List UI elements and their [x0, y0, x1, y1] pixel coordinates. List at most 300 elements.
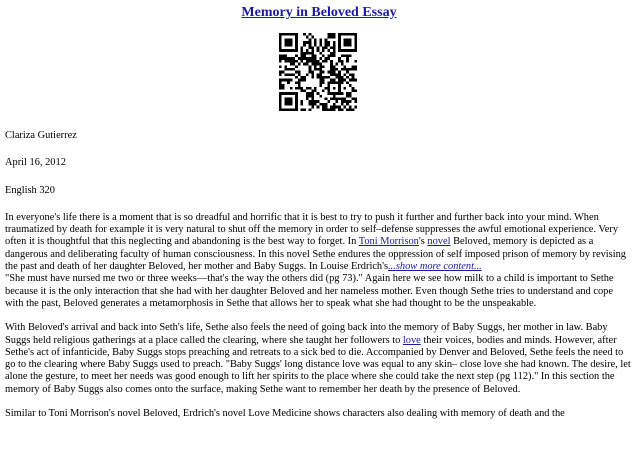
qr-module	[311, 92, 314, 95]
qr-module	[290, 38, 293, 41]
qr-module	[354, 68, 357, 71]
qr-module	[295, 108, 298, 111]
qr-module	[333, 106, 336, 109]
qr-module	[341, 63, 344, 66]
qr-module	[338, 79, 341, 82]
qr-module	[349, 49, 352, 52]
qr-module	[301, 89, 304, 92]
qr-module	[279, 60, 282, 63]
qr-module	[314, 89, 317, 92]
qr-module	[303, 52, 306, 55]
qr-module	[325, 103, 328, 106]
qr-module	[301, 52, 304, 55]
qr-module	[287, 79, 290, 82]
qr-module	[290, 87, 293, 90]
qr-module	[290, 73, 293, 76]
qr-module	[325, 106, 328, 109]
qr-module	[309, 108, 312, 111]
qr-module	[344, 49, 347, 52]
qr-module	[325, 38, 328, 41]
qr-module	[292, 33, 295, 36]
qr-module	[346, 68, 349, 71]
qr-module	[290, 68, 293, 71]
qr-module	[330, 92, 333, 95]
qr-module	[298, 87, 301, 90]
qr-module	[279, 87, 282, 90]
qr-module	[354, 79, 357, 82]
qr-module	[333, 65, 336, 68]
qr-module	[295, 65, 298, 68]
qr-module	[338, 71, 341, 74]
qr-module	[327, 84, 330, 87]
qr-module	[309, 87, 312, 90]
qr-module	[352, 65, 355, 68]
qr-module	[327, 76, 330, 79]
paragraph-2	[5, 322, 633, 396]
qr-module	[295, 60, 298, 63]
qr-module	[290, 100, 293, 103]
qr-module	[354, 100, 357, 103]
qr-module	[346, 95, 349, 98]
qr-module	[346, 55, 349, 58]
qr-module	[314, 55, 317, 58]
qr-module	[298, 73, 301, 76]
qr-module	[317, 60, 320, 63]
qr-module	[333, 92, 336, 95]
qr-module	[349, 108, 352, 111]
qr-module	[338, 60, 341, 63]
qr-module	[338, 41, 341, 44]
qr-module	[314, 38, 317, 41]
qr-module	[344, 55, 347, 58]
qr-module	[311, 36, 314, 39]
qr-module	[354, 60, 357, 63]
qr-module	[327, 49, 330, 52]
qr-module	[322, 46, 325, 49]
qr-module	[349, 38, 352, 41]
qr-module	[306, 52, 309, 55]
qr-module	[290, 41, 293, 44]
qr-module	[317, 106, 320, 109]
qr-module	[344, 98, 347, 101]
qr-module	[287, 38, 290, 41]
qr-module	[311, 46, 314, 49]
qr-module	[341, 108, 344, 111]
qr-module	[306, 73, 309, 76]
qr-module	[322, 71, 325, 74]
qr-module	[335, 92, 338, 95]
qr-module	[311, 57, 314, 60]
qr-module	[354, 36, 357, 39]
qr-module	[344, 79, 347, 82]
qr-module	[309, 103, 312, 106]
qr-module	[309, 33, 312, 36]
qr-module	[303, 41, 306, 44]
qr-module	[287, 103, 290, 106]
qr-module	[314, 65, 317, 68]
qr-module	[290, 79, 293, 82]
qr-module	[287, 100, 290, 103]
qr-module	[279, 36, 282, 39]
qr-module	[330, 65, 333, 68]
qr-module	[287, 92, 290, 95]
qr-module	[279, 44, 282, 47]
qr-module	[338, 57, 341, 60]
qr-module	[295, 100, 298, 103]
qr-module	[338, 81, 341, 84]
qr-module	[338, 84, 341, 87]
qr-module	[295, 87, 298, 90]
qr-module	[322, 65, 325, 68]
qr-code-graphic	[279, 33, 357, 111]
qr-module	[309, 38, 312, 41]
qr-module	[290, 98, 293, 101]
qr-module	[341, 92, 344, 95]
qr-module	[327, 71, 330, 74]
qr-module	[333, 79, 336, 82]
qr-module	[327, 41, 330, 44]
qr-module	[333, 41, 336, 44]
qr-module	[333, 98, 336, 101]
qr-module	[349, 106, 352, 109]
qr-module	[284, 98, 287, 101]
qr-module	[284, 33, 287, 36]
qr-module	[352, 98, 355, 101]
qr-module	[327, 108, 330, 111]
qr-module	[317, 92, 320, 95]
qr-module	[292, 63, 295, 66]
qr-module	[325, 60, 328, 63]
qr-module	[346, 76, 349, 79]
qr-module	[344, 41, 347, 44]
qr-module	[346, 38, 349, 41]
qr-module	[319, 71, 322, 74]
qr-module	[338, 73, 341, 76]
qr-module	[290, 92, 293, 95]
qr-module	[314, 68, 317, 71]
qr-module	[319, 57, 322, 60]
qr-module	[325, 108, 328, 111]
qr-module	[354, 106, 357, 109]
qr-module	[319, 38, 322, 41]
qr-module	[284, 79, 287, 82]
toni-morrison-link[interactable]: Toni Morrison	[358, 236, 419, 248]
qr-module	[344, 106, 347, 109]
qr-module	[319, 44, 322, 47]
qr-module	[317, 100, 320, 103]
qr-module	[349, 33, 352, 36]
qr-module	[352, 73, 355, 76]
qr-module	[295, 92, 298, 95]
qr-module	[330, 81, 333, 84]
author-name: Clariza Gutierrez	[5, 130, 77, 141]
qr-module	[301, 76, 304, 79]
qr-module	[319, 73, 322, 76]
qr-module	[314, 100, 317, 103]
qr-module	[346, 81, 349, 84]
qr-module	[333, 46, 336, 49]
qr-module	[279, 71, 282, 74]
qr-module	[287, 81, 290, 84]
qr-module	[335, 81, 338, 84]
qr-module	[282, 108, 285, 111]
qr-module	[344, 87, 347, 90]
qr-module	[327, 87, 330, 90]
qr-module	[298, 84, 301, 87]
qr-module	[279, 98, 282, 101]
qr-module	[303, 89, 306, 92]
qr-module	[301, 87, 304, 90]
qr-module	[301, 79, 304, 82]
qr-module	[319, 103, 322, 106]
qr-module	[346, 92, 349, 95]
qr-module	[325, 46, 328, 49]
qr-module	[352, 87, 355, 90]
qr-module	[327, 92, 330, 95]
qr-module	[335, 76, 338, 79]
paragraph-1-text-c: Beloved, memory is depicted as a dangerous and deliberating faculty of human consciousness. In this novel Sethe endures the oppression of self imposed prison of memory by revising the past and death of her daughter Beloved, her mother and Baby Suggs. In Louise Erdrich's	[5, 236, 626, 273]
qr-module	[279, 84, 282, 87]
qr-module	[330, 55, 333, 58]
paragraph-1-text-d: "She must have nursed me two or three weeks––that's the way the others did (pg 73)." Again here we see how milk to a child is important to Sethe because it is the only interaction that she had with her daughter Beloved and her nameless mother. Even though Sethe tries to understand and cope with the past, Beloved generates a metamorphosis in Sethe that allows her to speak what she had thought to be the unspeakable.	[5, 273, 614, 309]
qr-module	[311, 98, 314, 101]
qr-module	[344, 44, 347, 47]
qr-module	[309, 100, 312, 103]
qr-module	[314, 63, 317, 66]
qr-module	[352, 33, 355, 36]
qr-module	[287, 108, 290, 111]
qr-module	[333, 49, 336, 52]
qr-module	[344, 68, 347, 71]
qr-module	[284, 60, 287, 63]
qr-module	[309, 92, 312, 95]
qr-module	[327, 44, 330, 47]
qr-module	[311, 55, 314, 58]
qr-module	[319, 79, 322, 82]
qr-module	[349, 68, 352, 71]
qr-module	[311, 49, 314, 52]
qr-module	[333, 103, 336, 106]
qr-module	[282, 71, 285, 74]
qr-module	[330, 46, 333, 49]
qr-module	[292, 60, 295, 63]
qr-module	[279, 92, 282, 95]
qr-module	[354, 98, 357, 101]
qr-module	[295, 71, 298, 74]
qr-module	[330, 36, 333, 39]
qr-module	[295, 49, 298, 52]
show-more-content-link[interactable]: ...show more content...	[388, 261, 482, 273]
qr-module	[309, 95, 312, 98]
qr-module	[295, 41, 298, 44]
qr-module	[279, 55, 282, 58]
qr-module	[338, 108, 341, 111]
qr-module	[330, 108, 333, 111]
qr-module	[330, 33, 333, 36]
qr-module	[314, 44, 317, 47]
qr-module	[352, 49, 355, 52]
qr-module	[279, 38, 282, 41]
qr-module	[346, 57, 349, 60]
qr-module	[333, 87, 336, 90]
page-title	[0, 5, 638, 21]
qr-module	[279, 106, 282, 109]
qr-module	[309, 46, 312, 49]
qr-module	[346, 49, 349, 52]
qr-module	[279, 73, 282, 76]
qr-module	[346, 71, 349, 74]
qr-module	[325, 41, 328, 44]
qr-module	[344, 38, 347, 41]
qr-module	[349, 100, 352, 103]
qr-module	[325, 87, 328, 90]
qr-module	[287, 73, 290, 76]
qr-module	[282, 55, 285, 58]
qr-module	[319, 41, 322, 44]
qr-module	[279, 95, 282, 98]
qr-module	[341, 55, 344, 58]
qr-module	[306, 49, 309, 52]
qr-module	[319, 52, 322, 55]
qr-module	[338, 36, 341, 39]
qr-module	[279, 65, 282, 68]
qr-module	[290, 44, 293, 47]
qr-module	[306, 57, 309, 60]
qr-module	[279, 103, 282, 106]
qr-module	[317, 63, 320, 66]
qr-module	[317, 73, 320, 76]
qr-module	[333, 44, 336, 47]
qr-module	[354, 49, 357, 52]
qr-module	[354, 65, 357, 68]
qr-module	[284, 68, 287, 71]
qr-module	[330, 71, 333, 74]
qr-module	[309, 60, 312, 63]
qr-module	[349, 79, 352, 82]
qr-module	[290, 57, 293, 60]
qr-module	[295, 44, 298, 47]
paragraph-3: Similar to Toni Morrison's novel Beloved, Erdrich's novel Love Medicine shows characters also dealing with memory of death and the	[5, 408, 565, 420]
qr-module	[279, 46, 282, 49]
qr-module	[327, 36, 330, 39]
qr-module	[349, 84, 352, 87]
qr-module	[338, 38, 341, 41]
qr-module	[322, 79, 325, 82]
qr-module	[333, 33, 336, 36]
title-link[interactable]: Memory in Beloved Essay	[241, 5, 397, 20]
qr-module	[279, 81, 282, 84]
qr-module	[282, 84, 285, 87]
qr-module	[311, 95, 314, 98]
qr-module	[287, 41, 290, 44]
qr-module	[322, 106, 325, 109]
qr-module	[335, 98, 338, 101]
qr-module	[341, 79, 344, 82]
qr-module	[295, 81, 298, 84]
love-link[interactable]: love	[402, 334, 421, 346]
qr-module	[282, 79, 285, 82]
qr-module	[333, 36, 336, 39]
qr-module	[311, 76, 314, 79]
qr-module	[298, 81, 301, 84]
qr-module	[317, 49, 320, 52]
essay-date: April 16, 2012	[5, 157, 66, 169]
qr-module	[346, 100, 349, 103]
qr-module	[287, 44, 290, 47]
qr-module	[335, 68, 338, 71]
qr-module	[322, 76, 325, 79]
qr-module	[333, 68, 336, 71]
qr-module	[290, 49, 293, 52]
qr-module	[322, 103, 325, 106]
qr-module	[301, 57, 304, 60]
qr-module	[338, 76, 341, 79]
qr-module	[354, 33, 357, 36]
qr-module	[301, 60, 304, 63]
qr-module	[295, 76, 298, 79]
qr-module	[322, 49, 325, 52]
qr-module	[295, 36, 298, 39]
qr-module	[314, 103, 317, 106]
qr-module	[341, 60, 344, 63]
qr-module	[284, 65, 287, 68]
qr-module	[319, 68, 322, 71]
qr-module	[306, 95, 309, 98]
qr-module	[301, 46, 304, 49]
qr-module	[319, 76, 322, 79]
qr-module	[338, 44, 341, 47]
qr-module	[292, 57, 295, 60]
novel-link[interactable]: novel	[427, 236, 451, 248]
qr-module	[335, 100, 338, 103]
qr-module	[333, 95, 336, 98]
qr-module	[287, 57, 290, 60]
qr-module	[290, 33, 293, 36]
qr-module	[290, 108, 293, 111]
qr-module	[349, 95, 352, 98]
qr-module	[295, 55, 298, 58]
qr-module	[333, 55, 336, 58]
qr-module	[335, 73, 338, 76]
qr-module	[341, 49, 344, 52]
qr-module	[330, 63, 333, 66]
qr-module	[290, 60, 293, 63]
qr-module	[354, 89, 357, 92]
qr-module	[349, 92, 352, 95]
qr-module	[344, 33, 347, 36]
qr-module	[284, 44, 287, 47]
qr-module	[306, 41, 309, 44]
qr-module	[282, 57, 285, 60]
qr-module	[330, 106, 333, 109]
qr-module	[298, 63, 301, 66]
qr-module	[319, 95, 322, 98]
qr-module	[341, 81, 344, 84]
qr-module	[284, 41, 287, 44]
qr-module	[279, 49, 282, 52]
qr-module	[338, 49, 341, 52]
qr-module	[306, 98, 309, 101]
qr-module	[333, 52, 336, 55]
qr-module	[317, 68, 320, 71]
paragraph-2-text-b: their voices, bodies and minds. However, after Sethe's act of infanticide, Baby Suggs stops preaching and retreats to a sick bed to die. Accompanied by Denver and Beloved, Sethe feels the need to go to the clearing where Baby Suggs used to preach. "Baby Suggs' long distance love was equal to any skin– close love she had known. The desire, let alone the gesture, to meet her needs was good enough to lift her spirits to the place where she could take the next step (pg 112)." In this section the memory of Baby Suggs also comes onto the surface, making Sethe want to remember her death by the presence of Beloved.	[5, 334, 631, 395]
qr-module	[322, 108, 325, 111]
qr-module	[338, 92, 341, 95]
qr-module	[279, 57, 282, 60]
qr-module	[349, 55, 352, 58]
qr-module	[290, 63, 293, 66]
qr-module	[306, 36, 309, 39]
